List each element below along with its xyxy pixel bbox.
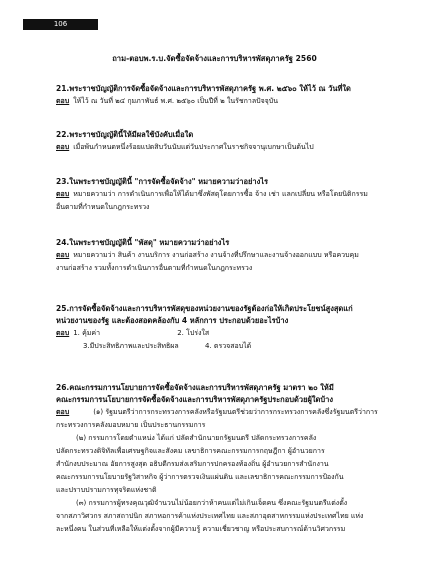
answer-label: ตอบ xyxy=(56,97,70,105)
answer-text: หมายความว่า การดำเนินการเพื่อให้ได้มาซึ่งพัสดุโดยการซื้อ จ้าง เช่า แลกเปลี่ยน หรือโดยนิติกรรม xyxy=(73,190,368,198)
question-26: 26.คณะกรรมการนโยบายการจัดซื้อจัดจ้างและการบริหารพัสดุภาครัฐ มาตรา ๒๐ ให้มี xyxy=(56,383,334,392)
answer-24-continued: งานก่อสร้าง รวมทั้งการดำเนินการอื่นตามที่กำหนดในกฎกระทรวง xyxy=(56,264,253,272)
answer-text: ให้ไว้ ณ วันที่ ๒๔ กุมภาพันธ์ พ.ศ. ๒๕๖๐ เป็นปีที่ ๒ ในรัชกาลปัจจุบัน xyxy=(73,97,278,105)
answer-26-line: สำนักงบประมาณ อัยการสูงสุด อธิบดีกรมส่งเสริมการปกครองท้องถิ่น ผู้อำนวยการสำนักงาน xyxy=(56,460,329,468)
question-block-23 xyxy=(56,176,420,214)
question-21: 21.พระราชบัญญัติการจัดซื้อจัดจ้างและการบริหารพัสดุภาครัฐ พ.ศ. ๒๕๖๐ ให้ไว้ ณ วันที่ใด xyxy=(56,84,351,93)
question-26-continued: คณะกรรมการนโยบายการจัดซื้อจัดจ้างและการบริหารพัสดุภาครัฐประกอบด้วยผู้ใดบ้าง xyxy=(56,395,334,404)
question-25: 25.การจัดซื้อจัดจ้างและการบริหารพัสดุของหน่วยงานของรัฐต้องก่อให้เกิดประโยชน์สูงสุดแก่ xyxy=(56,304,353,313)
answer-25-options-row-2 xyxy=(56,340,420,353)
question-block-21 xyxy=(56,83,420,108)
option-4: 4. ตรวจสอบได้ xyxy=(205,342,252,350)
answer-23-continued: อื่นตามที่กำหนดในกฎกระทรวง xyxy=(56,203,150,211)
question-24: 24.ในพระราชบัญญัตินี้ "พัสดุ" หมายความว่าอย่างไร xyxy=(56,238,230,247)
answer-26-line: และปราบปรามการทุจริตแห่งชาติ xyxy=(56,486,157,494)
answer-24 xyxy=(56,249,420,262)
answer-23 xyxy=(56,188,420,201)
answer-22 xyxy=(56,141,420,154)
answer-label: ตอบ xyxy=(56,251,70,259)
answer-label: ตอบ xyxy=(56,190,70,198)
answer-label: ตอบ xyxy=(56,143,70,151)
answer-26-line: ละหนึ่งคน ในส่วนที่เหลือให้แต่งตั้งจากผู้มีความรู้ ความเชี่ยวชาญ หรือประสบการณ์ด้านวิศวกรรม xyxy=(56,525,346,533)
option-1: 1. คุ้มค่า xyxy=(73,329,101,337)
answer-26-line: คณะกรรมการนโยบายรัฐวิสาหกิจ ผู้ว่าการตรวจเงินแผ่นดิน และเลขาธิการคณะกรรมการป้องกัน xyxy=(56,473,344,481)
question-block-24 xyxy=(56,237,420,275)
answer-26-line: (๓) กรรมการผู้ทรงคุณวุฒิจำนวนไม่น้อยกว่าห้าคนแต่ไม่เกินเจ็ดคน ซึ่งคณะรัฐมนตรีแต่งตั้ง xyxy=(76,499,348,507)
question-25-continued: หน่วยงานของรัฐ และต้องสอดคล้องกับ 4 หลักการ ประกอบด้วยอะไรบ้าง xyxy=(56,316,289,325)
document-title: ถาม-ตอบพ.ร.บ.จัดซื้อจัดจ้างและการบริหารพัสดุภาครัฐ 2560 xyxy=(112,54,317,63)
answer-text: เมื่อพ้นกำหนดหนึ่งร้อยแปดสิบวันนับแต่วันประกาศในราชกิจจานุเบกษาเป็นต้นไป xyxy=(73,143,314,151)
option-2: 2. โปร่งใส xyxy=(177,329,210,337)
question-22: 22.พระราชบัญญัตินี้ให้มีผลใช้บังคับเมื่อใด xyxy=(56,130,194,139)
answer-21 xyxy=(56,95,420,108)
answer-text: หมายความว่า สินค้า งานบริการ งานก่อสร้าง งานจ้างที่ปรึกษาและงานจ้างออกแบบ หรือควบคุม xyxy=(73,251,359,259)
answer-text: (๑) รัฐมนตรีว่าการกระทรวงการคลังหรือรัฐมนตรีช่วยว่าการกระทรวงการคลังซึ่งรัฐมนตรีว่าการ xyxy=(93,408,378,416)
question-block-22 xyxy=(56,129,420,154)
answer-label: ตอบ xyxy=(56,329,70,337)
answer-26-line: ปลัดกระทรวงดิจิทัลเพื่อเศรษฐกิจและสังคม เลขาธิการคณะกรรมการกฤษฎีกา ผู้อำนวยการ xyxy=(56,447,325,455)
page-number-badge: 106 xyxy=(23,19,98,30)
question-23: 23.ในพระราชบัญญัตินี้ "การจัดซื้อจัดจ้าง" หมายความว่าอย่างไร xyxy=(56,177,269,186)
answer-26-line: จากสภาวิศวกร สภาสถาปนิก สภาหอการค้าแห่งประเทศไทย และสภาอุตสาหกรรมแห่งประเทศไทย แห่ง xyxy=(56,512,364,520)
answer-25-options-row-1 xyxy=(56,327,420,340)
question-block-25 xyxy=(56,303,420,353)
answer-26-line: (๒) กรรมการโดยตำแหน่ง ได้แก่ ปลัดสำนักนายกรัฐมนตรี ปลัดกระทรวงการคลัง xyxy=(76,434,317,442)
question-block-26 xyxy=(56,382,420,536)
answer-26-line xyxy=(56,406,420,419)
answer-26-line: กระทรวงการคลังมอบหมาย เป็นประธานกรรมการ xyxy=(56,421,206,429)
option-3: 3.มีประสิทธิภาพและประสิทธิผล xyxy=(83,342,179,350)
answer-label: ตอบ xyxy=(56,408,70,416)
